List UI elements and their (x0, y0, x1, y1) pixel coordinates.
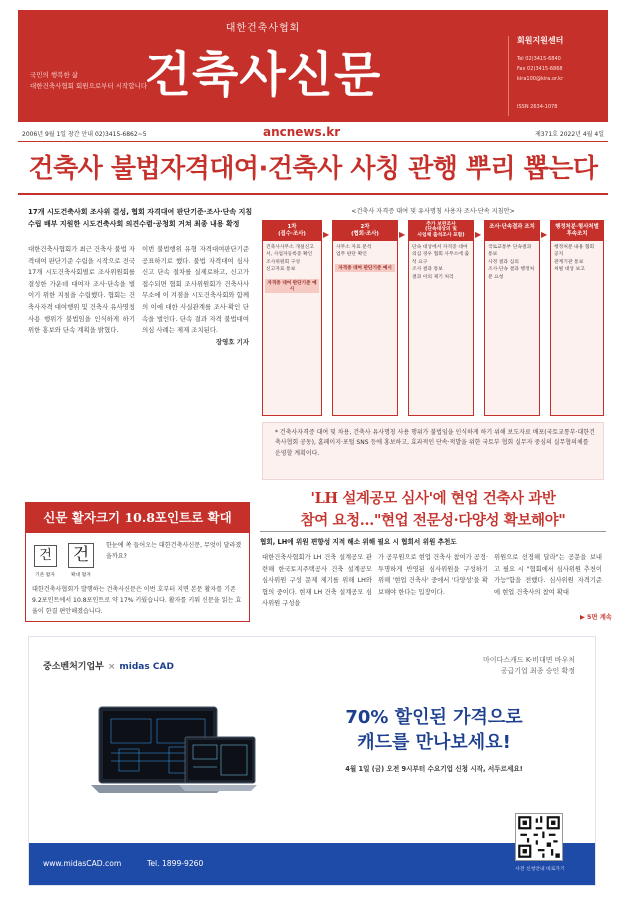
article-column-2 (142, 244, 249, 486)
box-intro: 한눈에 쏙 들어오는 대한건축사신문, 무엇이 달라졌을까요? (106, 542, 242, 560)
ad-url-link[interactable]: www.midasCAD.com (43, 859, 122, 868)
issue-founded: 2006년 9월 1일 창간 안내 02)3415-6862~5 (22, 131, 147, 138)
story2-column-3: 위원으로 선정해 달라"는 공문을 보내고 필요 시 "협회에서 심사위원 추천이 가능"함을 전했다. 심사위원 자격기준에 현업 건축사의 참여 확대 (494, 554, 602, 596)
ministry-logo-text: 중소벤처기업부 (43, 662, 104, 672)
ad-headline-line-1: 70% 할인된 가격으로 (345, 707, 523, 728)
ad-voucher-note (375, 655, 575, 677)
story2-divider (260, 531, 606, 532)
article-column-1: 대한건축사협회가 최근 건축사 불법 자격대여 판단기준 수립을 시작으로 전국 17개 시도건축사회별로 조사위원회를 결성한 가운데 대여자 조사·단속을 벌이기 위한 지침을 수립했다. 협회는 건축사자격 대여행위 및 건축사 유사명칭 사용 행위가 불법임을 인식하게 하기 위한 홍보와 단속 계획을 밝혔다. (28, 245, 135, 335)
flowchart-summary: * 건축사자격증 대여 및 차용, 건축사 유사명칭 사용 행위가 불법임을 인식하게 하기 위해 보도자료 배포(국토교통부·대한건축사협회 공동), 홈페이지·포털 SNS 등에 홍보하고, 효과적인 단속·적발을 위한 국토부 협회 실무자 중심의 실무협의체를 운영할 계획이다. (262, 422, 604, 480)
arrow-right-icon: ▶ (399, 230, 406, 239)
stage-2-text: 사무소 자료 분석 업무 판단 확인 (336, 245, 372, 258)
story2-column-1: 대한건축사협회가 LH 건축 설계공모 관련해 한국토지주택공사 건축 설계공모 심사위원 구성 문제 제기를 위해 LH와 협의 중이다. 현재 LH 건축 설계공모 심사위원 구성을 (262, 554, 372, 608)
masthead-tagline (30, 70, 147, 92)
voucher-line-2: 공급기업 최종 승인 확정 (500, 667, 575, 675)
headline-divider (18, 193, 608, 195)
main-headline: 건축사 불법자격대여·건축사 사칭 관행 뿌리 뽑는다 (28, 154, 598, 184)
issue-line (18, 124, 608, 142)
glyph-new-size: 건 (68, 543, 94, 568)
brand-separator: × (107, 662, 116, 672)
ad-headline-line-2: 캐드를 만나보세요! (357, 732, 511, 753)
box-body: 대한건축사협회가 발행하는 건축사신문은 이번 호부터 지면 본문 활자를 기존 9.2포인트에서 10.8포인트로 약 17% 키웠습니다. 활자를 키워 신문을 읽는 효율이 한결 편안해졌습니다. (32, 586, 242, 615)
stage-2-head: 2차 (협회·조사) (333, 221, 397, 241)
story2-headline (260, 488, 606, 532)
association-name: 대한건축사협회 (225, 23, 301, 34)
contact-tel: Tel 02)3415-6840 (517, 56, 561, 62)
lead-paragraph: 17개 시도건축사회 조사위 결성, 협회 자격대여 판단기준·조사·단속 지침 수립 배부 지원한 시도건축사회 의견수렴·공청회 거쳐 최종 내용 확정 (28, 208, 253, 228)
continued-link[interactable]: ▶ 5면 계속 (580, 614, 612, 621)
font-size-notice-box (25, 502, 250, 622)
caption-new: 확대 활자 (70, 573, 92, 578)
ad-phone: Tel. 1899-9260 (147, 859, 204, 868)
stage-5-head: 행정처분·형사처벌 후속조치 (551, 221, 603, 241)
midas-cad-logo-text: midas CAD (119, 662, 174, 672)
reporter-name: 장영호 기자 (215, 337, 249, 346)
stage-1-sub: 자격증 대여 판단기준 예시 (265, 279, 319, 293)
story2-headline-line-2: 참여 요청…"현업 전문성·다양성 확보해야" (300, 512, 566, 529)
stage-2-sub: 자격증 대여 판단기준 예시 (335, 264, 395, 272)
laptop-cad-illustration-icon (89, 697, 259, 837)
member-center: 회원지원센터 (517, 36, 564, 45)
newspaper-title: 건축사신문 (144, 47, 382, 103)
ad-date: 4월 1일 (금) 오전 9시부터 수요기업 신청 시작, 서두르세요! (345, 765, 523, 773)
issn: ISSN 2634-1078 (517, 104, 558, 110)
ad-brands (43, 659, 174, 672)
stage-3-head: 추가 보완조사 (단속대상의 및 사업체 출석조사 포함) (409, 221, 473, 241)
contact-fax: Fax 02)3415-6868 (517, 66, 563, 72)
story2-headline-line-1: 'LH 설계공모 심사'에 현업 건축사 과반 (310, 490, 556, 507)
voucher-line-1: 마이다스캐드 K-비대면 바우처 (483, 656, 575, 664)
stage-3-text: 단속 대상에서 자격증 대여 의심 경우 협회 사무소에 출석 요구 조사 결과 통보 결과 이의 제기 처리 (412, 245, 470, 280)
stage-4-head: 조사·단속결과 조치 (485, 221, 539, 241)
flowchart-title: <건축사 자격증 대여 및 유사명칭 사용자 조사·단속 지침안> (351, 208, 515, 215)
qr-caption: 사전 신청안내 바로가기 (515, 867, 565, 872)
article-column-2-text: 이번 불법행위 유형 자격대여판단기준 공표하기로 했다. 불법 자격대여 심사 신고 단속 절차를 실제로하고, 신고가 접수되면 협회 조사위원회가 건축사사무소에 이 겨점을 시도건축사회와 함께 의 이에 대한 사실관계를 조사·확인 단속을 벌인다. 단속 결과 자격 불법대여 의심 사례는 제재 조치된다. (142, 245, 249, 335)
masthead-contact (508, 36, 604, 116)
arrow-right-icon: ▶ (475, 230, 482, 239)
arrow-right-icon: ▶ (541, 230, 548, 239)
stage-2 (332, 220, 398, 416)
contact-email[interactable]: kira100@kira.or.kr (517, 76, 564, 82)
tagline-line-1: 국민의 행복한 삶 (30, 71, 79, 79)
issue-number-date: 제371호 2022년 4월 4일 (534, 131, 604, 138)
arrow-right-icon: ▶ (323, 230, 330, 239)
ad-headline (289, 705, 579, 755)
stage-4 (484, 220, 540, 416)
caption-old: 기존 활자 (34, 573, 56, 578)
stage-1-head: 1차 (접수·조사) (263, 221, 321, 241)
masthead (18, 10, 608, 122)
qr-code-icon[interactable] (515, 813, 563, 861)
site-url-link[interactable]: ancnews.kr (263, 125, 341, 139)
stage-1-text: 건축사사무소 개설신고서, 사업자등록증 확인 조사위원회 구성 신고자료 통보 (266, 245, 314, 273)
stage-1 (262, 220, 322, 416)
tagline-line-2: 대한건축사협회 회원으로부터 시작합니다 (30, 82, 148, 90)
box-title: 신문 활자크기 10.8포인트로 확대 (26, 503, 249, 533)
story2-column-2: 가 공무원으로 현업 건축사 참여가 공정·투명하게 반영된 심사위원을 구성하기 위해 '현업 건축사' 중에서 '다양성'을 확보해야 한다는 입장이다. (378, 554, 488, 596)
stage-5-text: 행정처분 내용 협회 공지 관계기관 통보 처벌 대상 보고 (554, 245, 595, 273)
guideline-flowchart (262, 206, 604, 418)
glyph-old-size: 건 (34, 545, 57, 567)
ad-footer-bar (29, 843, 595, 885)
advertisement[interactable] (28, 636, 596, 886)
stage-5 (550, 220, 604, 416)
stage-4-text: 국토교통부 단속결과 통보 사정 결과 심의 조사·단속 결과 행정처분 요청 (488, 245, 535, 280)
story2-dek: 협회, LH에 위원 편향성 지적 해소 위해 필요 시 협회서 위원 추천도 (260, 538, 457, 546)
stage-3 (408, 220, 474, 416)
